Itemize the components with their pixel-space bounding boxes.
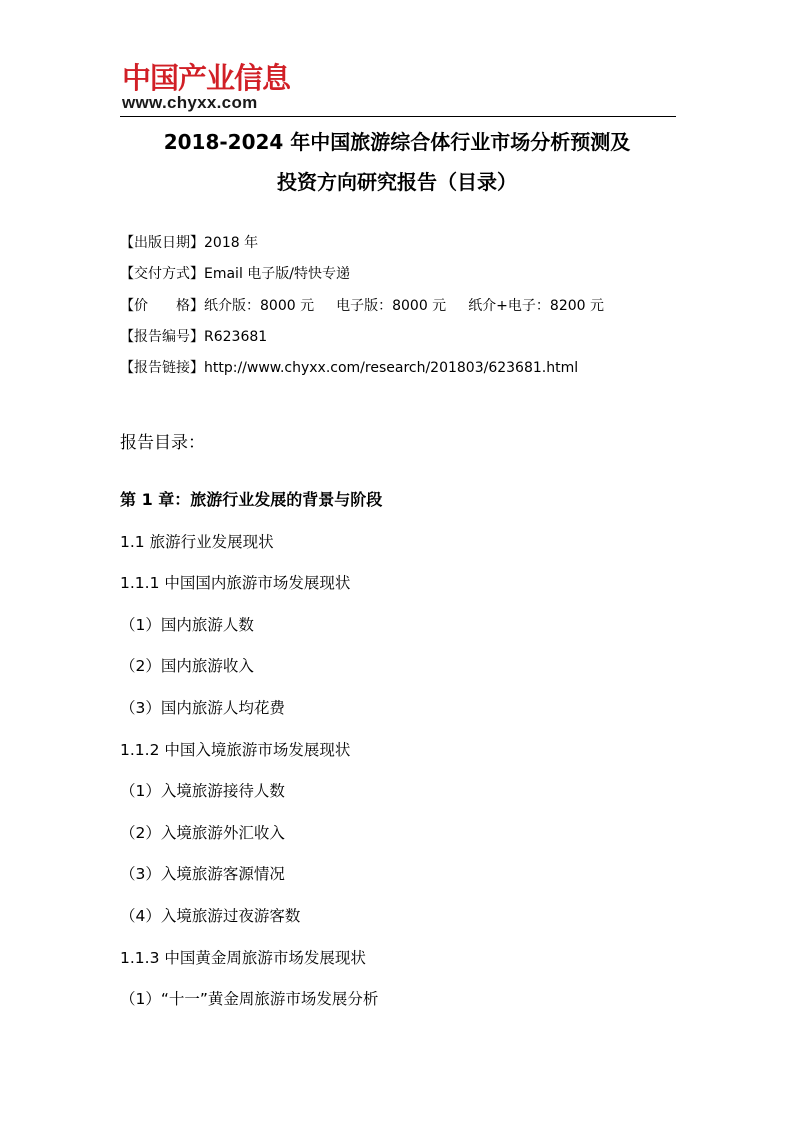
toc-section-1-1-3: 1.1.3 中国黄金周旅游市场发展现状 bbox=[120, 948, 366, 967]
meta-price-label: 【价 格】 bbox=[120, 297, 204, 314]
table-of-contents bbox=[120, 486, 382, 1027]
toc-item: （1）国内旅游人数 bbox=[120, 615, 254, 634]
toc-item: （1）“十一”黄金周旅游市场发展分析 bbox=[120, 990, 379, 1009]
meta-delivery: 【交付方式】Email 电子版/特快专递 bbox=[120, 266, 351, 283]
toc-item: （3）国内旅游人均花费 bbox=[120, 698, 285, 717]
toc-section-1-1: 1.1 旅游行业发展现状 bbox=[120, 532, 274, 551]
toc-item: （4）入境旅游过夜游客数 bbox=[120, 906, 301, 925]
meta-price-paper: 纸介版：8000 元 bbox=[204, 297, 315, 314]
report-title bbox=[110, 122, 684, 202]
logo-chinese-text: 中国产业信息 bbox=[122, 61, 291, 95]
report-title-line-1: 2018-2024 年中国旅游综合体行业市场分析预测及 bbox=[163, 130, 631, 154]
meta-report-id: 【报告编号】R623681 bbox=[120, 328, 268, 345]
meta-report-link[interactable]: 【报告链接】http://www.chyxx.com/research/201803/623681.html bbox=[120, 360, 579, 377]
meta-price bbox=[120, 291, 604, 322]
meta-price-both: 纸介+电子：8200 元 bbox=[468, 297, 604, 314]
chyxx-logo[interactable] bbox=[122, 62, 290, 112]
toc-item: （2）国内旅游收入 bbox=[120, 657, 254, 676]
report-title-line-2: 投资方向研究报告（目录） bbox=[277, 170, 517, 194]
toc-item: （3）入境旅游客源情况 bbox=[120, 865, 285, 884]
toc-item: （2）入境旅游外汇收入 bbox=[120, 823, 285, 842]
toc-section-1-1-1: 1.1.1 中国国内旅游市场发展现状 bbox=[120, 574, 351, 593]
toc-item: （1）入境旅游接待人数 bbox=[120, 782, 285, 801]
toc-chapter-1: 第 1 章：旅游行业发展的背景与阶段 bbox=[120, 490, 383, 509]
logo-url-text: www.chyxx.com bbox=[122, 93, 258, 112]
toc-heading: 报告目录： bbox=[120, 433, 205, 453]
meta-price-electronic: 电子版：8000 元 bbox=[336, 297, 447, 314]
meta-publish-date: 【出版日期】2018 年 bbox=[120, 235, 259, 251]
report-meta bbox=[120, 228, 604, 384]
toc-section-1-1-2: 1.1.2 中国入境旅游市场发展现状 bbox=[120, 740, 351, 759]
header-divider bbox=[120, 116, 676, 117]
